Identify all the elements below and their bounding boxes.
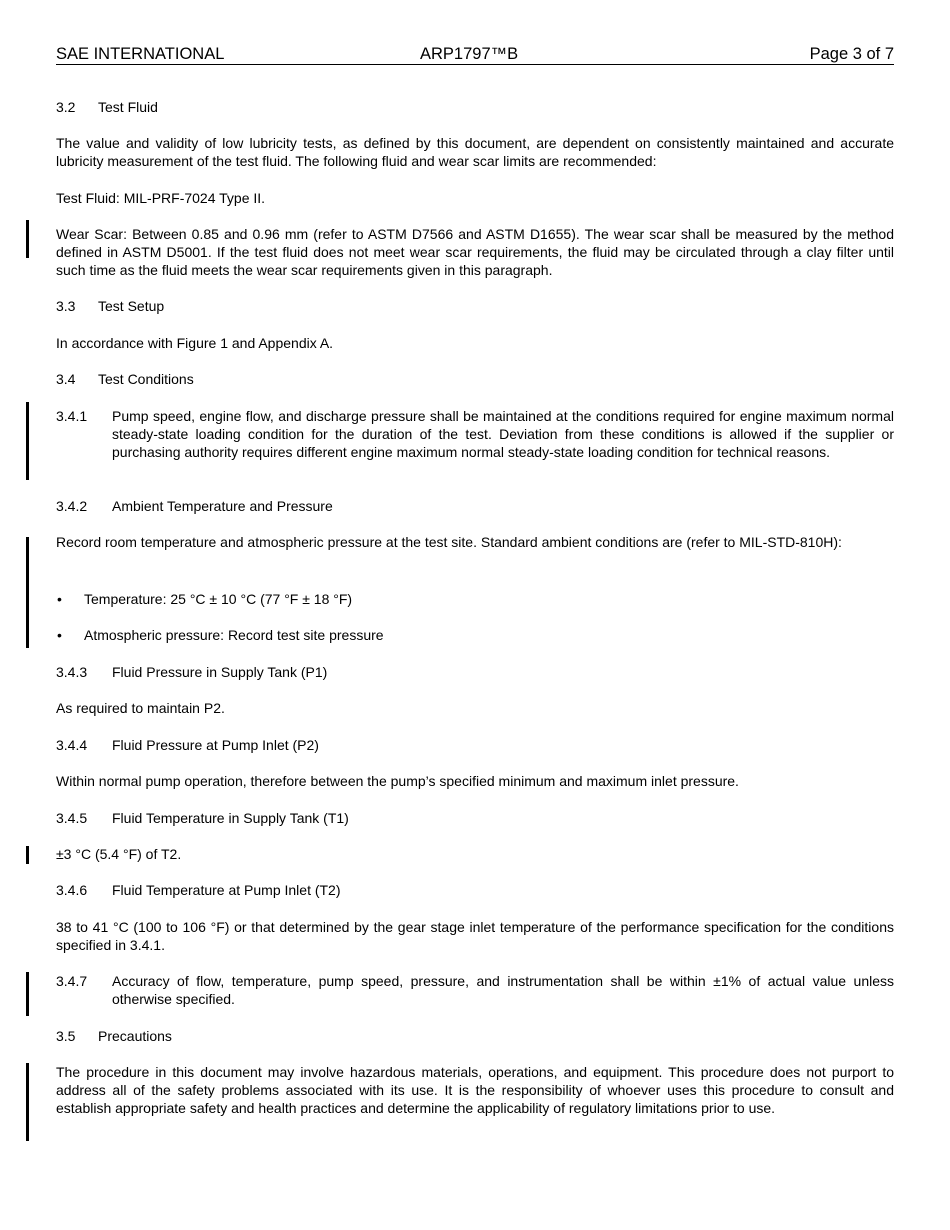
- section-number: 3.2: [56, 99, 76, 115]
- change-bar: [26, 402, 29, 480]
- section-heading-3-4-3: [56, 663, 894, 681]
- header-page-number: Page 3 of 7: [809, 45, 894, 63]
- section-title: Precautions: [98, 1028, 172, 1044]
- section-title: Test Fluid: [98, 99, 158, 115]
- bullet-icon: •: [57, 627, 62, 643]
- change-bar: [26, 846, 29, 864]
- page-header: [56, 44, 894, 65]
- section-number: 3.4.3: [56, 664, 88, 680]
- section-title: Test Conditions: [98, 371, 194, 387]
- section-number: 3.3: [56, 298, 76, 314]
- section-text: Pump speed, engine flow, and discharge pressure shall be maintained at the conditions required for engine maximum normal steady-state loading condition for the duration of the test. Deviation from these conditions is allowed if the supplier or purchasing authority requires different engine maximum normal steady-state loading condition for technical reasons.: [112, 408, 894, 460]
- paragraph-precautions: The procedure in this document may involve hazardous materials, operations, and equipment. This procedure does not purport to address all of the safety problems associated with its use. It is the responsibility of whoever uses this procedure to consult and establish appropriate safety and health practices and determine the applicability of regulatory limitations prior to use.: [56, 1064, 894, 1116]
- section-title: Fluid Temperature in Supply Tank (T1): [112, 810, 349, 826]
- paragraph-wear-scar: Wear Scar: Between 0.85 and 0.96 mm (refer to ASTM D7566 and ASTM D1655). The wear scar shall be measured by the method defined in ASTM D5001. If the test fluid does not meet wear scar requirements, the fluid may be circulated through a clay filter until such time as the fluid meets the wear scar requirements given in this paragraph.: [56, 226, 894, 278]
- paragraph-ambient-conditions: Record room temperature and atmospheric pressure at the test site. Standard ambient conditions are (refer to MIL-STD-810H):: [56, 534, 842, 550]
- paragraph-test-fluid-spec: Test Fluid: MIL-PRF-7024 Type II.: [56, 190, 266, 206]
- section-title: Ambient Temperature and Pressure: [112, 498, 333, 514]
- section-heading-3-4: [56, 370, 894, 388]
- change-bar: [26, 220, 29, 258]
- section-heading-3-5: [56, 1027, 894, 1045]
- section-title: Test Setup: [98, 298, 165, 314]
- list-item-text: Atmospheric pressure: Record test site pressure: [84, 627, 384, 643]
- section-number: 3.4.5: [56, 810, 88, 826]
- section-heading-3-4-2: [56, 497, 894, 515]
- section-heading-3-4-4: [56, 736, 894, 754]
- section-3-4-7: [56, 972, 894, 1008]
- paragraph-test-setup: In accordance with Figure 1 and Appendix A.: [56, 335, 334, 351]
- header-org: SAE INTERNATIONAL: [56, 45, 225, 63]
- section-number: 3.4.2: [56, 498, 88, 514]
- bullet-icon: •: [57, 591, 62, 607]
- section-heading-3-2: [56, 98, 894, 116]
- list-item-text: Temperature: 25 °C ± 10 °C (77 °F ± 18 °F): [84, 591, 353, 607]
- section-3-4-1: [56, 407, 894, 461]
- section-title: Fluid Pressure in Supply Tank (P1): [112, 664, 328, 680]
- change-bar: [26, 1063, 29, 1141]
- paragraph-supply-tank-pressure: As required to maintain P2.: [56, 700, 225, 716]
- section-number: 3.4.6: [56, 882, 88, 898]
- section-number: 3.4: [56, 371, 76, 387]
- header-doc-id: ARP1797™B: [420, 45, 519, 63]
- section-number: 3.4.4: [56, 737, 88, 753]
- change-bar: [26, 972, 29, 1016]
- paragraph-pump-inlet-pressure: Within normal pump operation, therefore between the pump’s specified minimum and maximum inlet pressure.: [56, 773, 739, 789]
- section-number: 3.4.7: [56, 973, 88, 989]
- section-title: Fluid Temperature at Pump Inlet (T2): [112, 882, 341, 898]
- section-heading-3-3: [56, 297, 894, 315]
- section-heading-3-4-5: [56, 809, 894, 827]
- section-heading-3-4-6: [56, 881, 894, 899]
- paragraph-supply-tank-temperature: ±3 °C (5.4 °F) of T2.: [56, 846, 182, 862]
- section-text: Accuracy of flow, temperature, pump speed, pressure, and instrumentation shall be within ±1% of actual value unless otherwise specified.: [112, 973, 894, 1007]
- change-bar: [26, 537, 29, 648]
- paragraph-test-fluid-intro: The value and validity of low lubricity tests, as defined by this document, are dependent on consistently maintained and accurate lubricity measurement of the test fluid. The following fluid and wear scar limits are recommended:: [56, 135, 894, 169]
- section-number: 3.5: [56, 1028, 76, 1044]
- list-item: [56, 590, 894, 608]
- paragraph-pump-inlet-temperature: 38 to 41 °C (100 to 106 °F) or that determined by the gear stage inlet temperature of the performance specification for the conditions specified in 3.4.1.: [56, 919, 894, 953]
- section-title: Fluid Pressure at Pump Inlet (P2): [112, 737, 319, 753]
- section-number: 3.4.1: [56, 408, 88, 424]
- list-item: [56, 626, 894, 644]
